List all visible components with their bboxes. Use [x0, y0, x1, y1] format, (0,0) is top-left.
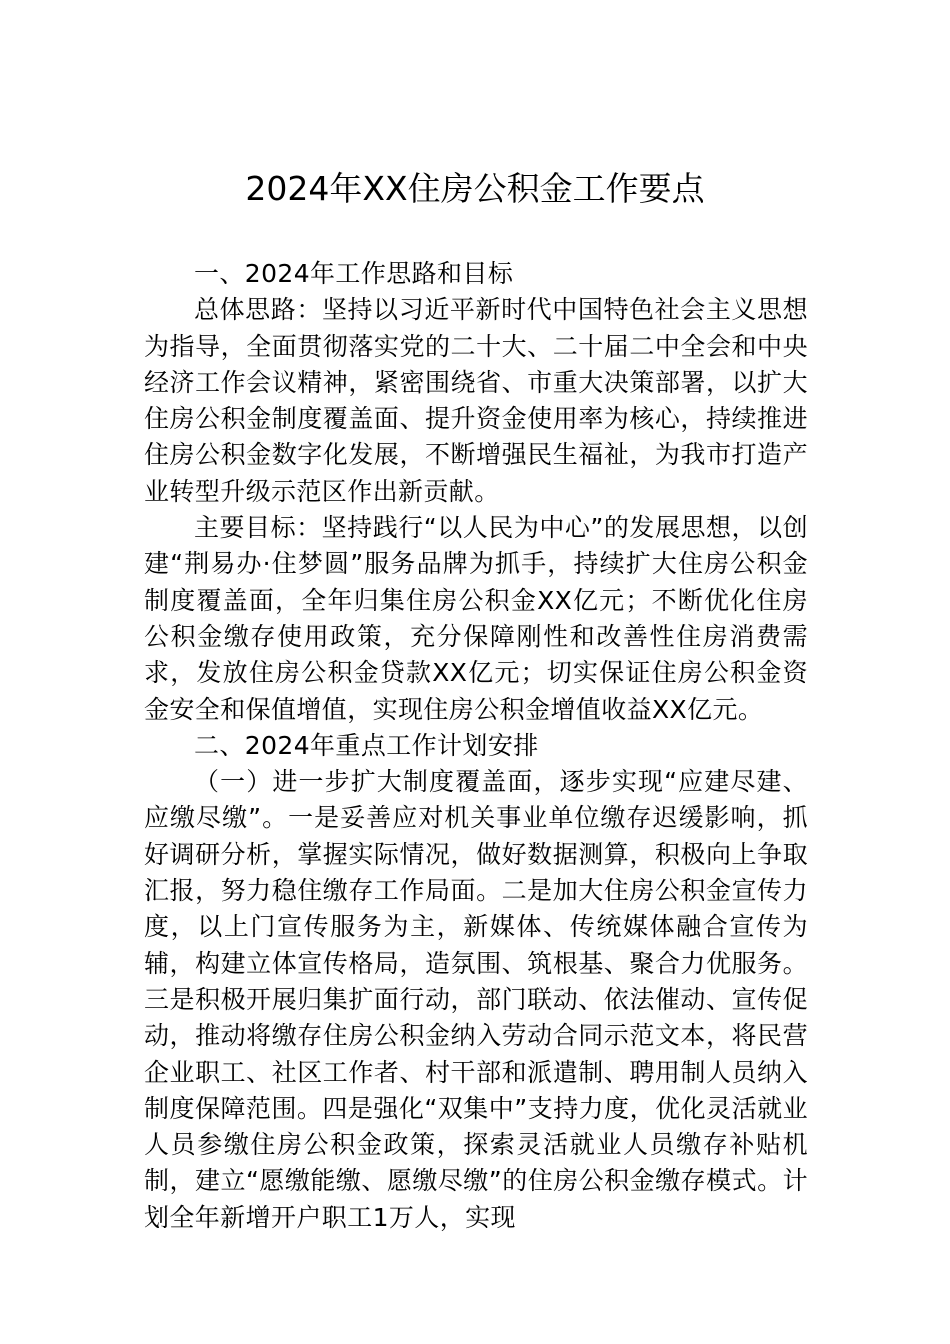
document-title: 2024年XX住房公积金工作要点: [245, 169, 705, 208]
paragraph-main-goals: 主要目标：坚持践行“以人民为中心”的发展思想，以创建“荆易办·住梦圆”服务品牌为抓手，持续扩大住房公积金制度覆盖面，全年归集住房公积金XX亿元；不断优化住房公积金缴存使用政策，充分保障刚性和改善性住房消费需求，发放住房公积金贷款XX亿元；切实保证住房公积金资金安全和保值增值，实现住房公积金增值收益XX亿元。: [144, 513, 808, 724]
section-heading-2: 二、2024年重点工作计划安排: [194, 730, 539, 760]
paragraph-overall-approach: 总体思路：坚持以习近平新时代中国特色社会主义思想为指导，全面贯彻落实党的二十大、二十届二中全会和中央经济工作会议精神，紧密围绕省、市重大决策部署，以扩大住房公积金制度覆盖面、提升资金使用率为核心，持续推进住房公积金数字化发展，不断增强民生福祉，为我市打造产业转型升级示范区作出新贡献。: [144, 295, 808, 506]
section-heading-1: 一、2024年工作思路和目标: [194, 259, 514, 288]
paragraph-coverage-expansion: （一）进一步扩大制度覆盖面，逐步实现“应建尽建、应缴尽缴”。一是妥善应对机关事业单位缴存迟缓影响，抓好调研分析，掌握实际情况，做好数据测算，积极向上争取汇报，努力稳住缴存工作局面。二是加大住房公积金宣传力度，以上门宣传服务为主，新媒体、传统媒体融合宣传为辅，构建立体宣传格局，造氛围、筑根基、聚合力优服务。三是积极开展归集扩面行动，部门联动、依法催动、宣传促动，推动将缴存住房公积金纳入劳动合同示范文本，将民营企业职工、社区工作者、村干部和派遣制、聘用制人员纳入制度保障范围。四是强化“双集中”支持力度，优化灵活就业人员参缴住房公积金政策，探索灵活就业人员缴存补贴机制，建立“愿缴能缴、愿缴尽缴”的住房公积金缴存模式。计划全年新增开户职工1万人，实现: [144, 767, 808, 1232]
document-body: [144, 256, 808, 1236]
